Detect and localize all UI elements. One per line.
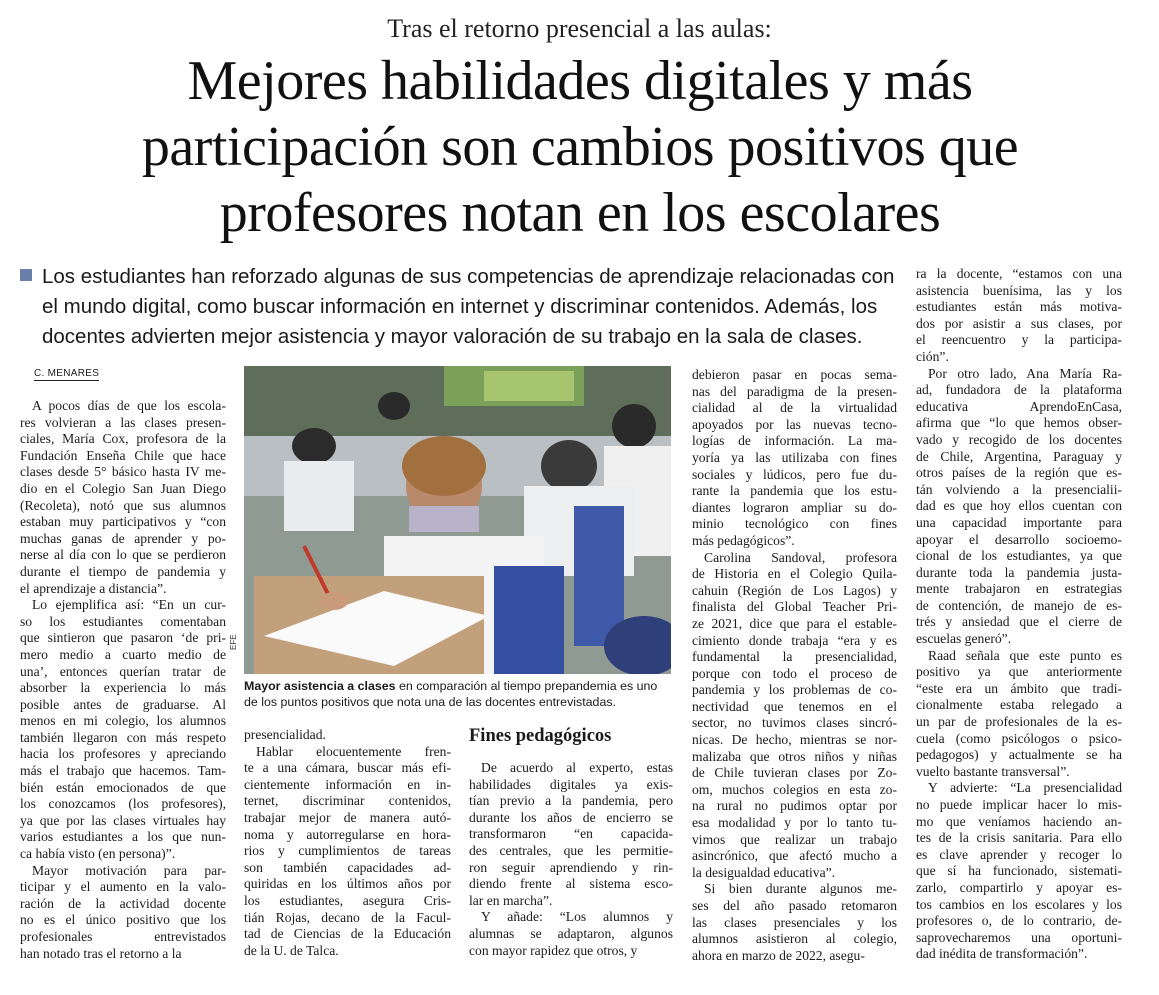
column-line: sector, no tuvimos clases sincró- [692,715,897,731]
column-line: rios y cumplimientos de tareas [244,843,451,859]
column-line: cahuin (Región de Los Lagos) y [692,582,897,598]
column-line: de la U. de Talca. [244,942,339,958]
column-line: el reencuentro y la participa- [916,332,1122,348]
column-line: trés y ansiedad que el cierre de [916,614,1122,630]
lead-line: el mundo digital, como buscar información en internet y discriminar contenidos. Además, los [42,295,878,318]
column-line: tán volviendo a la presencialii- [916,481,1122,497]
column-line: que sintieron que pasaron ‘de pri- [20,630,226,646]
column-line: absorber la experiencia lo más [20,680,226,696]
column-line: ca había visto (en persona)”. [20,846,176,862]
column-line: cientemente información en in- [244,776,451,792]
column-line: positivo ya que anteriormente [916,664,1122,680]
column-line: durante el tiempo de pandemia y [20,563,226,579]
column-line: tían previo a la pandemia, pero [469,793,673,809]
column-line: fundamental la presencialidad, [692,649,897,665]
column-line: Por otro lado, Ana María Ra- [928,365,1122,381]
column-line: res volvieran a las clases presen- [20,414,226,430]
column-line: cional de los estudiantes, ya que [916,548,1122,564]
column-line: minio tecnológico con fines [692,516,897,532]
column-line: varios estudiantes a los que nun- [20,829,226,845]
column-line: Fundación Enseña Chile que hace [20,447,226,463]
column-line: muchas ganas de aprender y po- [20,530,226,546]
column-line: diendo frente al sistema esco- [469,876,673,892]
column-line: más el trabajo que hacemos. Tam- [20,763,226,779]
column-line: de contención, de manejo de es- [916,597,1122,613]
column-line: una capacidad importante para [916,514,1122,530]
column-line: durante los años de encierro se [469,809,673,825]
column-line: nectividad que tenemos en el [692,698,897,714]
column-line: de Chile, Argentina, Paraguay y [916,448,1122,464]
column-line: pandemia y los problemas de co- [692,682,897,698]
column-line: nerse al día con lo que se perdieron [20,547,226,563]
subheading: Fines pedagógicos [469,726,612,746]
column-line: na rural no pudimos optar por [692,798,897,814]
column-5 [916,266,1122,963]
column-line: posible antes de graduarse. Al [20,696,226,712]
headline-line: participación son cambios positivos que [141,116,1019,178]
caption-bold: Mayor asistencia a clases [244,679,396,693]
column-line: diantes lograron ampliar su do- [692,499,897,515]
column-line: logías de información. La ma- [692,433,897,449]
column-line: mo que veníamos haciendo an- [916,813,1122,829]
column-line: Si bien durante algunos me- [704,881,897,897]
caption-text: en comparación al tiempo prepandemia es uno de los puntos positivos que nota una de las docentes entrevistadas. [244,679,658,709]
column-3 [469,760,673,959]
column-2 [244,727,451,959]
column-line: durante toda la pandemia justa- [916,564,1122,580]
column-line: los estudiantes, asegura Cris- [244,892,451,908]
column-line: no es el único positivo que los [20,912,226,928]
column-line: vado y recogido de los docentes [916,431,1122,447]
column-line: asistencia buenísima, las y los [916,282,1122,298]
headline-line: profesores notan en los escolares [219,182,941,244]
column-line: om, muchos colegios en esta zo- [692,781,897,797]
column-line: apoyar el desarrollo socioemo- [916,531,1122,547]
column-line: debieron pasar en pocas sema- [692,367,897,382]
column-line: mente trabajaron en estrategias [916,581,1122,597]
column-line: (Recoleta), notó que sus alumnos [20,497,226,513]
column-line: ción”. [916,348,949,364]
column-line: ticipar y el aumento en la valo- [20,879,226,895]
column-line: cialidad al de la virtualidad [692,400,897,416]
column-line: pedagogos) y actualmente se ha [916,747,1122,763]
photo-credit: EFE [229,634,238,650]
column-line: nicas. De hecho, mientras se nor- [692,732,897,748]
column-line: Carolina Sandoval, profesora [704,549,897,565]
column-line: asincrónico, que afectó mucho a [692,848,897,864]
photo-caption [244,678,674,710]
column-line: han notado tras el retorno a la [20,945,182,961]
column-line: dio en el Colegio San Juan Diego [20,480,226,496]
column-line: porque con todo el proceso de [692,665,897,681]
lead-paragraph [20,262,900,352]
column-line: noma y autorregularse en hora- [244,826,451,842]
headline [20,48,1140,246]
column-line: escuelas generó”. [916,631,1012,647]
column-line: zarlo, compartirlo y apoyar es- [916,879,1122,895]
column-line: lar en marcha”. [469,892,553,908]
column-line: esa modalidad y por lo tanto tu- [692,815,897,831]
column-line: un par de profesionales de la es- [916,714,1122,730]
column-line: tes de la crisis sanitaria. Para ello [916,830,1122,846]
column-line: estaban muy participativos y “con [20,514,226,530]
column-line: los conozcamos (los profesores), [20,796,226,812]
column-line: ra la docente, “estamos con una [916,266,1122,281]
column-line: ciales, María Cox, profesora de la [20,431,226,447]
column-line: apoyados por las nuevas tecno- [692,416,897,432]
bullet-square-icon [20,269,32,281]
column-line: tad de Ciencias de la Educación [244,926,451,942]
column-line: hacia los profesores y apreciando [20,746,226,762]
column-line: cimiento donde trabaja “era y es [692,632,897,648]
headline-line: Mejores habilidades digitales y más [187,50,973,112]
column-line: sociales y lúdicos, pero fue du- [692,466,897,482]
column-line: des centrales, que les permitie- [469,842,673,858]
column-line: la desigualdad educativa”. [692,864,836,880]
column-line: Hablar elocuentemente fren- [256,743,451,759]
column-1 [20,398,226,962]
lead-line: docentes advierten mejor asistencia y mayor valoración de su trabajo en la sala de clases. [42,325,863,348]
column-line: alumnos asistieron al colegio, [692,931,897,947]
column-line: nas del paradigma de la presen- [692,383,897,399]
column-line: malizaba que otros niños y niñas [692,748,897,764]
column-line: A pocos días de que los escola- [32,398,226,413]
column-line: presencialidad. [244,727,326,742]
column-line: ahora en marzo de 2022, asegu- [692,947,865,963]
column-line: vuelto bastante transversal”. [916,763,1070,779]
lead-line: Los estudiantes han reforzado algunas de sus competencias de aprendizaje relacionadas con [42,265,895,288]
column-line: cuela (como psicólogos o psico- [916,730,1122,746]
column-line: dos por asistir a sus clases, por [916,315,1122,331]
column-line: tián Rojas, decano de la Facul- [244,909,451,925]
column-line: te a una cámara, buscar más efi- [244,760,451,776]
column-line: rante la pandemia que los estu- [692,483,897,499]
column-line: son también capacidades ad- [244,859,451,875]
column-line: quiridas en los últimos años por [244,876,451,892]
column-line: educativa AprendoEnCasa, [916,398,1122,414]
column-line: menos en mi colegio, los alumnos [20,713,226,729]
column-line: tos cambios en los escolares y los [916,896,1122,912]
column-line: de Chile tuvieran clases por Zo- [692,765,897,781]
column-line: es clave aprender y recoger lo [916,846,1122,862]
column-line: las clases presenciales y los [692,914,897,930]
column-line: vimos que realizar un trabajo [692,831,897,847]
column-line: “este era un ámbito que tradi- [916,680,1122,696]
column-line: más pedagógicos”. [692,532,795,548]
column-line: saprovecharemos una oportuni- [916,929,1122,945]
column-line: Mayor motivación para par- [32,862,226,878]
column-line: que sí ha funcionado, sistemati- [916,863,1122,879]
column-line: finalista del Global Teacher Pri- [692,599,897,615]
column-line: profesionales entrevistados [20,929,226,944]
column-line: profesores o, de lo contrario, de- [916,913,1122,929]
article-photo [244,366,671,674]
column-line: ze 2021, dice que para el estable- [692,615,897,631]
column-line: mero medio a cuarto medio de [20,646,226,662]
column-line: una’, entonces querían tratar de [20,663,226,679]
column-line: trabajar mejor de manera autó- [244,809,451,825]
column-line: clases desde 5° básico hasta IV me- [20,464,226,480]
column-line: yoría ya las utilizaba con fines [692,449,897,465]
column-line: cionalmente estaba relegado a [916,697,1122,713]
column-line: estudiantes están más motiva- [916,299,1122,315]
column-line: el aprendizaje a distancia”. [20,580,167,596]
column-line: ternet, discriminar contenidos, [244,793,451,809]
column-line: también llegaron con más respeto [20,729,226,745]
column-line: afirma que “lo que hemos obser- [916,415,1122,431]
column-line: Raad señala que este punto es [928,647,1122,663]
column-line: ad, fundadora de la plataforma [916,382,1122,398]
column-line: ses del año pasado retomaron [692,898,897,913]
classroom-photo-illustration [244,366,671,674]
column-line: no puede implicar hacer lo mis- [916,797,1122,812]
column-line: bién están emocionados de que [20,779,226,795]
column-line: De acuerdo al experto, estas [481,760,673,775]
column-line: de Historia en el Colegio Quila- [692,566,897,582]
column-line: ron seguir aprendiendo y rin- [469,859,673,875]
column-line: otros países de la región que es- [916,465,1122,481]
column-line: Y añade: “Los alumnos y [481,909,673,925]
column-line: habilidades digitales ya exis- [469,776,673,792]
column-line: ración de la actividad docente [20,895,226,911]
column-line: Lo ejemplifica así: “En un cur- [32,597,226,613]
column-line: transformaron “en capacida- [469,826,673,842]
byline: C. MENARES [34,368,100,379]
column-line: alumnas se adaptaron, algunos [469,925,673,941]
column-line: so los estudiantes comentaban [20,613,226,629]
column-4 [692,367,897,964]
column-line: dad inédita de transformación”. [916,946,1088,962]
column-line: con mayor rapidez que otros, y [469,942,638,958]
kicker: Tras el retorno presencial a las aulas: [387,14,772,43]
column-line: ya que por las clases virtuales hay [20,812,226,828]
column-line: Y advierte: “La presencialidad [928,780,1122,796]
column-line: dad es que hoy ellos cuentan con [916,498,1122,514]
